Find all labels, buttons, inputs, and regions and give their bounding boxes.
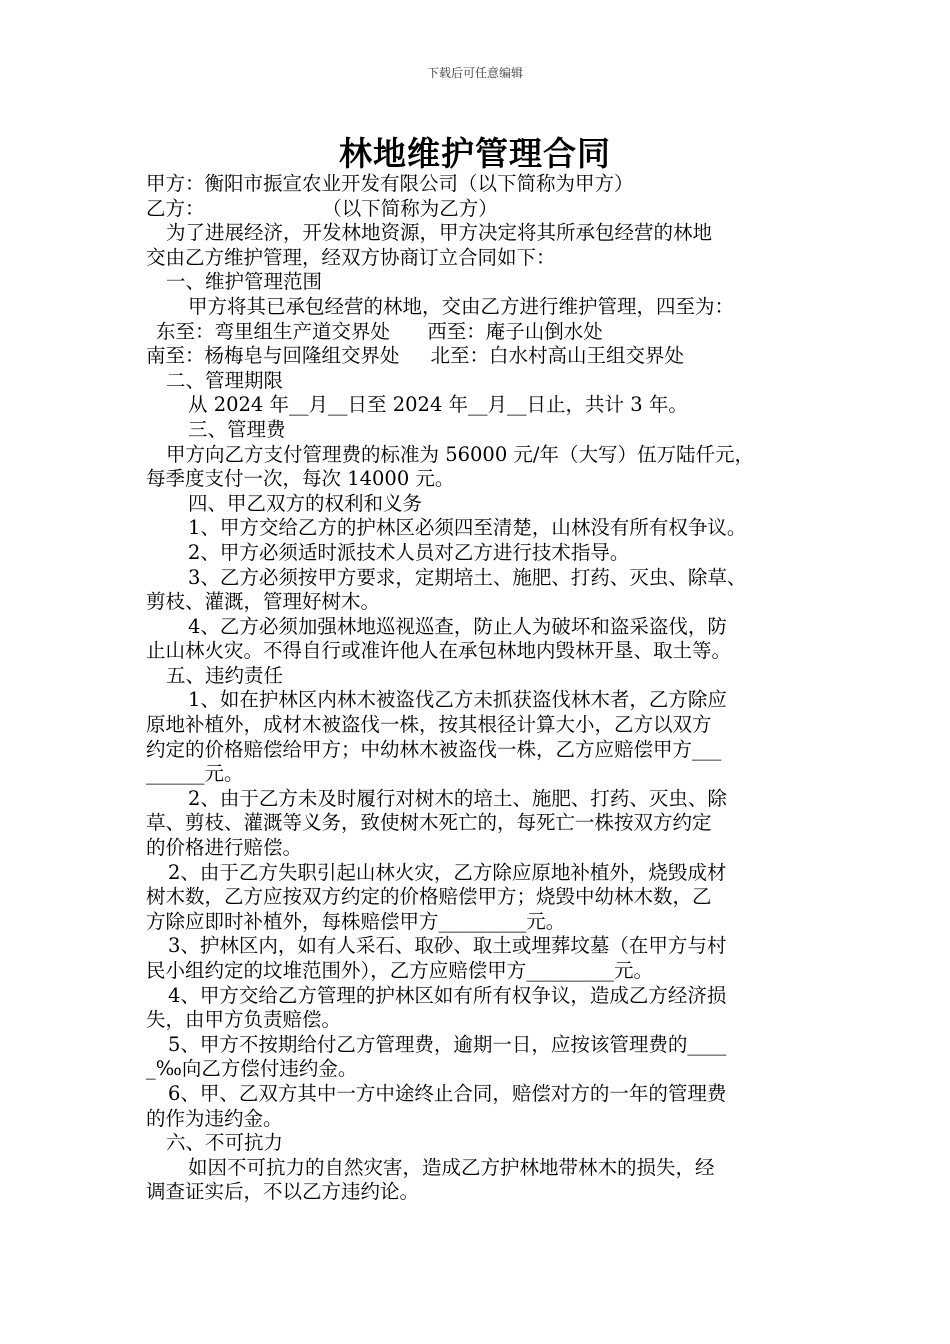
clause-line: 民小组约定的坟堆范围外），乙方应赔偿甲方_________元。 [146, 959, 654, 982]
clause-line: 方除应即时补植外，每株赔偿甲方_________元。 [146, 909, 566, 933]
clause-line: 2、由于乙方失职引起山林火灾，乙方除应原地补植外，烧毁成材 [168, 860, 727, 884]
clause-line: 原地补植外，成材木被盗伐一株，按其根径计算大小，乙方以双方 [146, 713, 712, 737]
clause-line: 1、如在护林区内林木被盗伐乙方未抓获盗伐林木者，乙方除应 [188, 688, 727, 712]
paragraph-line: 每季度支付一次，每次 14000 元。 [146, 467, 455, 491]
document-title: 林地维护管理合同 [339, 134, 611, 173]
clause-line: 3、护林区内，如有人采石、取砂、取土或埋葬坟墓（在甲方与村 [168, 934, 727, 958]
clause-line: 如因不可抗力的自然灾害，造成乙方护林地带林木的损失，经 [188, 1155, 715, 1179]
paragraph-line: 交由乙方维护管理，经双方协商订立合同如下： [146, 245, 556, 269]
section-heading: 六、不可抗力 [166, 1131, 284, 1155]
clause-line: 5、甲方不按期给付乙方管理费，逾期一日，应按该管理费的____ [168, 1032, 727, 1056]
page-header-note: 下载后可任意编辑 [426, 66, 523, 80]
clause-line: 2、由于乙方未及时履行对树木的培土、施肥、打药、灭虫、除 [188, 786, 727, 810]
section-heading: 一、维护管理范围 [166, 270, 323, 294]
paragraph-line: 从 2024 年__月__日至 2024 年__月__日止，共计 3 年。 [188, 393, 688, 417]
party-b-line: 乙方： （以下简称为乙方） [146, 196, 498, 220]
paragraph-line: 甲方将其已承包经营的林地，交由乙方进行维护管理，四至为： [188, 294, 735, 318]
clause-line: 4、甲方交给乙方管理的护林区如有所有权争议，造成乙方经济损 [168, 983, 727, 1007]
paragraph-line: 为了进展经济，开发林地资源，甲方决定将其所承包经营的林地 [166, 221, 713, 245]
clause-line: 6、甲、乙双方其中一方中途终止合同，赔偿对方的一年的管理费 [168, 1081, 727, 1105]
document-body [146, 172, 826, 1205]
clause-line: 约定的价格赔偿给甲方；中幼林木被盗伐一株，乙方应赔偿甲方___ [146, 737, 722, 761]
clause-line: _‰向乙方偿付违约金。 [146, 1057, 358, 1081]
clause-line: 草、剪枝、灌溉等义务，致使树木死亡的，每死亡一株按双方约定 [146, 811, 712, 835]
clause-line: 3、乙方必须按甲方要求，定期培土、施肥、打药、灭虫、除草、 [188, 565, 747, 589]
section-heading: 四、甲乙双方的权利和义务 [188, 491, 423, 515]
section-heading: 五、违约责任 [166, 663, 284, 687]
clause-line: 4、乙方必须加强林地巡视巡查，防止人为破坏和盗采盗伐，防 [188, 614, 727, 638]
paragraph-line: 甲方向乙方支付管理费的标准为 56000 元/年（大写）伍万陆仟元， [166, 442, 754, 466]
clause-line: 止山林火灾。不得自行或准许他人在承包林地内毁林开垦、取土等。 [146, 639, 732, 663]
clause-line: ______元。 [146, 762, 244, 786]
clause-line: 失，由甲方负责赔偿。 [146, 1008, 342, 1032]
clause-line: 2、甲方必须适时派技术人员对乙方进行技术指导。 [188, 540, 630, 564]
boundary-line: 南至：杨梅皂与回隆组交界处 北至：白水村高山王组交界处 [146, 344, 684, 368]
section-heading: 二、管理期限 [166, 368, 284, 392]
party-a-line: 甲方：衡阳市振宣农业开发有限公司（以下简称为甲方） [146, 172, 634, 195]
clause-line: 树木数，乙方应按双方约定的价格赔偿甲方；烧毁中幼林木数，乙 [146, 885, 712, 909]
clause-line: 的作为违约金。 [146, 1106, 283, 1130]
clause-line: 剪枝、灌溉，管理好树木。 [146, 590, 381, 614]
clause-line: 1、甲方交给乙方的护林区必须四至清楚，山林没有所有权争议。 [188, 516, 747, 540]
section-heading: 三、管理费 [188, 417, 286, 441]
clause-line: 调查证实后，不以乙方违约论。 [146, 1180, 420, 1204]
clause-line: 的价格进行赔偿。 [146, 836, 303, 860]
boundary-line: 东至：弯里组生产道交界处 西至：庵子山倒水处 [156, 319, 603, 343]
